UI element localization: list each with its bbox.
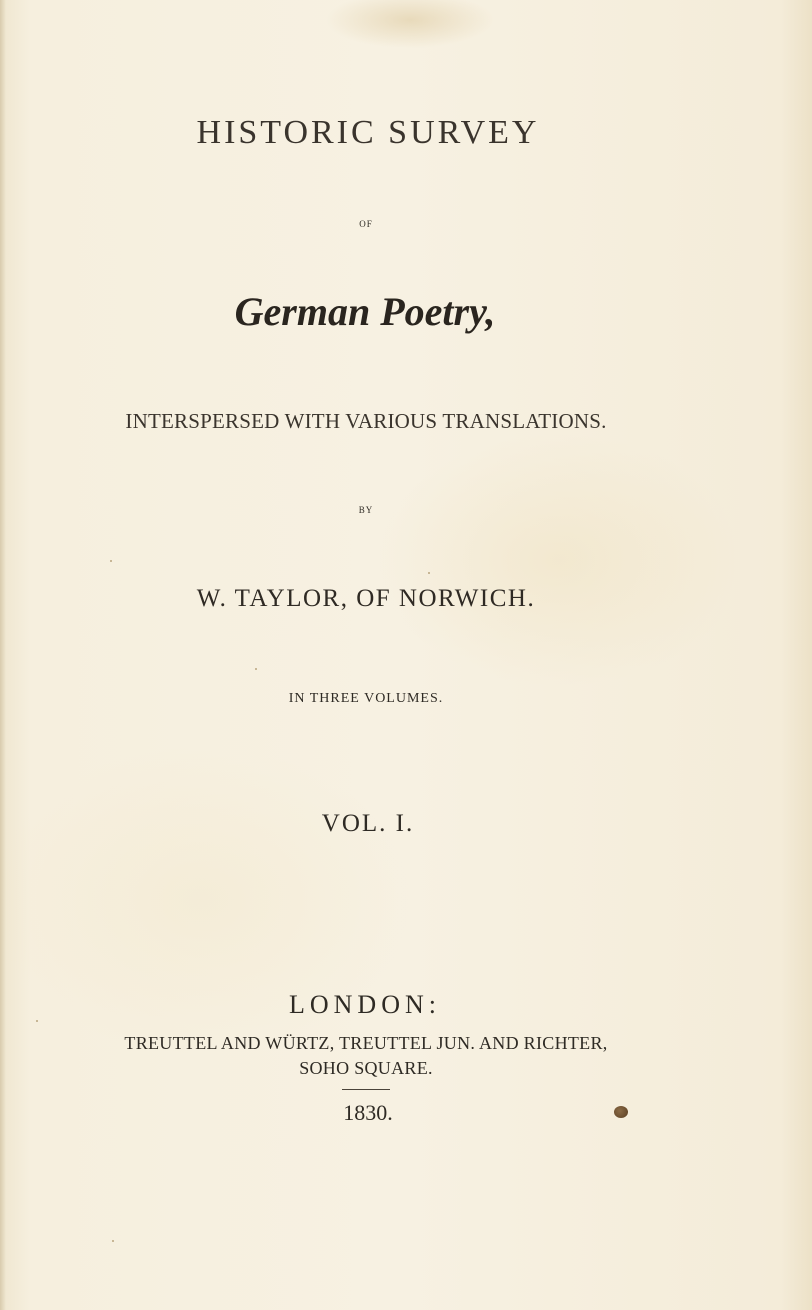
author-name: W. TAYLOR, OF NORWICH. (196, 585, 536, 612)
paper-speck (255, 668, 257, 670)
imprint-publisher: TREUTTEL AND WÜRTZ, TREUTTEL JUN. AND RICHTER, (124, 1033, 608, 1053)
imprint-city: LONDON: (289, 990, 441, 1019)
by-connector: BY (358, 505, 374, 515)
paper-stain (614, 1106, 628, 1118)
paper-speck (112, 1240, 114, 1242)
imprint-rule (342, 1089, 390, 1090)
of-connector: OF (359, 219, 373, 229)
paper-speck (110, 560, 112, 562)
volume-count: IN THREE VOLUMES. (288, 691, 444, 706)
book-subject: German Poetry, (234, 289, 496, 334)
book-title: HISTORIC SURVEY (196, 114, 540, 151)
imprint-year: 1830. (343, 1100, 393, 1125)
paper-speck (36, 1020, 38, 1022)
imprint-address: SOHO SQUARE. (299, 1058, 433, 1078)
subtitle: INTERSPERSED WITH VARIOUS TRANSLATIONS. (125, 409, 607, 433)
volume-number: VOL. I. (321, 810, 415, 837)
paper-speck (428, 572, 430, 574)
